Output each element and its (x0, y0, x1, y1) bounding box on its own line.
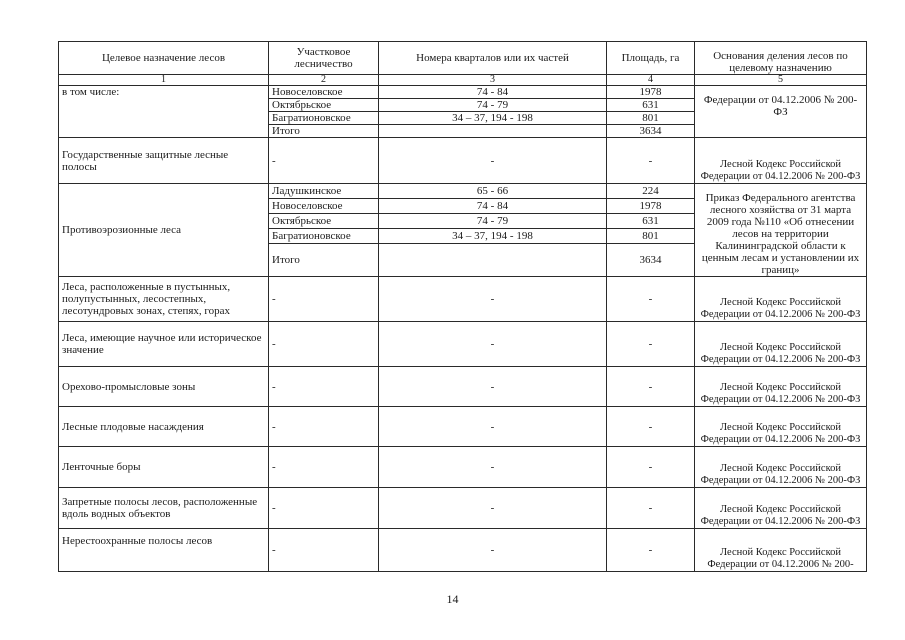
table-row (59, 184, 867, 199)
row-quarters: 74 - 84 (379, 199, 607, 214)
row-purpose: Противоэрозионные леса (59, 184, 269, 277)
row-area: - (607, 407, 695, 447)
table-row (59, 277, 867, 322)
table-row (59, 138, 867, 184)
row-purpose: Орехово-промысловые зоны (59, 367, 269, 407)
row-forestry: - (269, 138, 379, 184)
row-quarters: - (379, 322, 607, 367)
row-purpose: Ленточные боры (59, 447, 269, 488)
row-quarters: 65 - 66 (379, 184, 607, 199)
header-area: Площадь, га (607, 42, 695, 75)
row-area: 631 (607, 214, 695, 229)
header-purpose: Целевое назначение лесов (59, 42, 269, 75)
table-row (59, 447, 867, 488)
col-number: 2 (269, 75, 379, 86)
header-forestry: Участковое лесничество (269, 42, 379, 75)
row-basis: Федерации от 04.12.2006 № 200-ФЗ (695, 86, 867, 138)
table-row (59, 367, 867, 407)
row-quarters: 74 - 79 (379, 99, 607, 112)
row-area: 1978 (607, 86, 695, 99)
forest-purpose-table (58, 41, 867, 572)
row-forestry: Октябрьское (269, 214, 379, 229)
col-number: 3 (379, 75, 607, 86)
row-basis: Лесной Кодекс Российской Федерации от 04.12.2006 № 200-ФЗ (695, 322, 867, 367)
row-quarters: 34 – 37, 194 - 198 (379, 112, 607, 125)
row-area: - (607, 277, 695, 322)
row-forestry: - (269, 488, 379, 529)
table-row (59, 322, 867, 367)
row-area: 224 (607, 184, 695, 199)
row-area: - (607, 488, 695, 529)
row-forestry: - (269, 322, 379, 367)
row-forestry: - (269, 529, 379, 572)
header-basis: Основания деления лесов по целевому назначению (695, 42, 867, 75)
row-area: - (607, 447, 695, 488)
row-quarters: - (379, 447, 607, 488)
row-area: - (607, 529, 695, 572)
row-forestry: Итого (269, 244, 379, 277)
col-number: 5 (695, 75, 867, 86)
row-basis: Лесной Кодекс Российской Федерации от 04.12.2006 № 200-ФЗ (695, 277, 867, 322)
row-area: 631 (607, 99, 695, 112)
row-purpose: Леса, расположенные в пустынных, полупустынных, лесостепных, лесотундровых зонах, степях, горах (59, 277, 269, 322)
row-area: 1978 (607, 199, 695, 214)
row-area: 3634 (607, 125, 695, 138)
row-area: - (607, 138, 695, 184)
row-forestry: Новоселовское (269, 199, 379, 214)
table-row (59, 488, 867, 529)
header-quarters: Номера кварталов или их частей (379, 42, 607, 75)
row-forestry: - (269, 447, 379, 488)
row-quarters: 34 – 37, 194 - 198 (379, 229, 607, 244)
row-purpose: Нерестоохранные полосы лесов (59, 529, 269, 572)
row-quarters: - (379, 529, 607, 572)
row-basis: Лесной Кодекс Российской Федерации от 04.12.2006 № 200- (695, 529, 867, 572)
row-quarters: 74 - 84 (379, 86, 607, 99)
row-area: 3634 (607, 244, 695, 277)
row-area: 801 (607, 112, 695, 125)
row-quarters: - (379, 367, 607, 407)
row-basis: Лесной Кодекс Российской Федерации от 04.12.2006 № 200-ФЗ (695, 367, 867, 407)
row-purpose: Запретные полосы лесов, расположенные вдоль водных объектов (59, 488, 269, 529)
row-purpose: в том числе: (59, 86, 269, 138)
row-basis: Лесной Кодекс Российской Федерации от 04.12.2006 № 200-ФЗ (695, 447, 867, 488)
header-row (59, 42, 867, 75)
row-area: - (607, 322, 695, 367)
row-forestry: - (269, 407, 379, 447)
col-number: 4 (607, 75, 695, 86)
row-forestry: Октябрьское (269, 99, 379, 112)
row-basis: Лесной Кодекс Российской Федерации от 04.12.2006 № 200-ФЗ (695, 488, 867, 529)
row-quarters (379, 244, 607, 277)
row-forestry: - (269, 367, 379, 407)
row-quarters: - (379, 277, 607, 322)
row-quarters: - (379, 407, 607, 447)
table-row (59, 407, 867, 447)
row-forestry: Багратионовское (269, 229, 379, 244)
column-number-row (59, 75, 867, 86)
row-quarters: - (379, 488, 607, 529)
row-forestry: - (269, 277, 379, 322)
row-area: - (607, 367, 695, 407)
row-basis: Лесной Кодекс Российской Федерации от 04.12.2006 № 200-ФЗ (695, 138, 867, 184)
row-forestry: Итого (269, 125, 379, 138)
row-purpose: Леса, имеющие научное или историческое значение (59, 322, 269, 367)
row-basis: Лесной Кодекс Российской Федерации от 04.12.2006 № 200-ФЗ (695, 407, 867, 447)
row-area: 801 (607, 229, 695, 244)
row-quarters (379, 125, 607, 138)
col-number: 1 (59, 75, 269, 86)
table-row (59, 529, 867, 572)
row-purpose: Лесные плодовые насаждения (59, 407, 269, 447)
row-purpose: Государственные защитные лесные полосы (59, 138, 269, 184)
row-forestry: Новоселовское (269, 86, 379, 99)
table-row (59, 86, 867, 99)
row-forestry: Багратионовское (269, 112, 379, 125)
row-quarters: 74 - 79 (379, 214, 607, 229)
row-basis: Приказ Федерального агентства лесного хозяйства от 31 марта 2009 года №110 «Об отнесении лесов на территории Калининградской области к ценным лесам и установлении их границ» (695, 184, 867, 277)
row-forestry: Ладушкинское (269, 184, 379, 199)
page-number: 14 (446, 592, 459, 606)
row-quarters: - (379, 138, 607, 184)
